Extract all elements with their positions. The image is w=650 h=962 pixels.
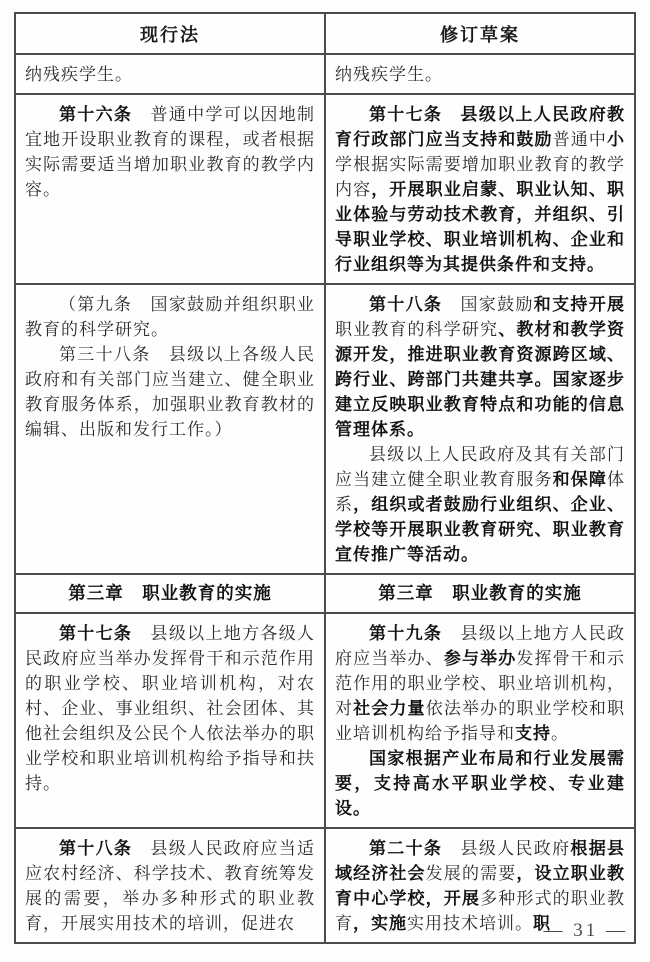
text-segment: 。 (515, 914, 533, 933)
text-segment: 职业教育的科学研究 (335, 320, 499, 339)
table-row (15, 94, 635, 284)
text-segment: 县级以上地方各级人民政府应当举办发挥骨干和示范作用的职业学校、职业培训机构，对农村、企业、事业组织、社会团体、其他社会组织及公民个人依法举办的职业学校和职业培训机构给予指导和扶持。 (25, 624, 316, 793)
table-row (15, 613, 635, 828)
text-segment: 纳残疾学生。 (335, 65, 443, 84)
text-segment-bold: 、教材和教学资源开发，推进职业教育资源跨区域、跨行业、跨部门共建共享。国家逐步建立反映职业教育特点和功能的信息管理体系。 (335, 320, 626, 439)
cell-current-law (15, 284, 325, 574)
paragraph (330, 581, 630, 606)
text-segment-bold: ，设立职业教育中心学校，开展 (335, 864, 626, 908)
text-segment-bold: 社会力量 (353, 699, 426, 718)
text-segment-bold: 第十九条 (369, 624, 443, 643)
text-segment: 普通中学可以因地制宜地开设职业教育的课程，或者根据实际需要适当增加职业教育的教学内容。 (25, 105, 316, 199)
text-segment: 多种形式的职业教育 (335, 889, 626, 933)
text-segment-bold: 第十八条 (59, 839, 133, 858)
cell-current-law (15, 828, 325, 943)
cell-revision-draft (325, 574, 635, 613)
table-row (15, 54, 635, 94)
paragraph (25, 621, 315, 796)
text-segment: 国家鼓励 (442, 295, 534, 314)
paragraph (335, 292, 625, 442)
text-segment-bold: 和支持开展 (533, 295, 626, 314)
text-segment-bold: 第三章 职业教育的实施 (68, 583, 272, 603)
cell-revision-draft (325, 94, 635, 284)
paragraph (335, 621, 625, 746)
paragraph (20, 581, 320, 606)
column-header-current-law: 现行法 (15, 13, 325, 54)
text-segment-bold: 第十七条 (59, 624, 133, 643)
text-segment: 县级人民政府 (442, 839, 571, 858)
column-header-revision-draft: 修订草案 (325, 13, 635, 54)
text-segment: 。 (551, 724, 569, 743)
cell-revision-draft (325, 613, 635, 828)
paragraph (335, 102, 625, 277)
text-segment: 县级以上地方人民政府应当举办、 (335, 624, 626, 668)
paragraph (25, 102, 315, 202)
text-segment: 第三十八条 县级以上各级人民政府和有关部门应当建立、健全职业教育服务体系，加强职业教育教材的编辑、出版和发行工作。） (25, 345, 315, 439)
cell-current-law (15, 574, 325, 613)
text-segment: （第九条 国家鼓励并组织职业教育的科学研究。 (25, 295, 315, 339)
paragraph (335, 442, 625, 567)
text-segment-bold: 第十七条 (369, 105, 443, 124)
cell-revision-draft (325, 284, 635, 574)
paragraph (25, 342, 315, 442)
cell-current-law (15, 613, 325, 828)
table-row (15, 828, 635, 943)
text-segment: 发展的需要 (425, 864, 517, 883)
text-segment-bold: ，开展职业启蒙、职业认知、职业体验与劳动技术教育，并组织、引导职业学校、职业培训机构、企业和行业组织等为其提供条件和支持。 (335, 180, 626, 274)
text-segment: 县级人民政府应当适应农村经济、科学技术、教育统筹发展的需要，举办多种形式的职业教育，开展实用技术的培训，促进农 (25, 839, 316, 933)
paragraph (335, 746, 625, 821)
table-body (15, 54, 635, 943)
text-segment: 县级以上人民政府及其有关部门应当建立健全职业教育服务 (335, 445, 625, 489)
text-segment-bold: 支持 (515, 724, 551, 743)
chapter-title-row (15, 574, 635, 613)
paragraph (335, 62, 625, 87)
text-segment-bold: 第三章 职业教育的实施 (378, 583, 582, 603)
text-segment-bold: 第十六条 (59, 105, 133, 124)
text-segment-bold: 第十八条 (369, 295, 443, 314)
cell-current-law (15, 54, 325, 94)
text-segment-bold: 职 (533, 914, 551, 933)
paragraph (25, 836, 315, 936)
table-row (15, 284, 635, 574)
text-segment-bold: 县级以上人民政府教育行政部门应当支持和鼓励 (335, 105, 626, 149)
text-segment-bold: 第二十条 (369, 839, 443, 858)
paragraph (25, 292, 315, 342)
text-segment: 发挥骨干和示范作用的职业学校、职业培训机构，对 (335, 649, 626, 718)
text-segment-bold: 和保障 (552, 470, 608, 489)
text-segment-bold: 根据县域经济社会 (335, 839, 626, 883)
text-segment-bold: 参与举办 (443, 649, 517, 668)
text-segment-bold: ，实施 (353, 914, 407, 933)
cell-current-law (15, 94, 325, 284)
text-segment: 依法举办的职业学校和职业培训机构给予指导和 (335, 699, 626, 743)
text-segment: 普通中 (552, 130, 608, 149)
text-segment-bold: 国家根据产业布局和行业发展需要，支持高水平职业学校、专业建设。 (335, 749, 625, 818)
cell-revision-draft (325, 54, 635, 94)
page-number: — 31 — (543, 920, 628, 941)
paragraph (25, 62, 315, 87)
table-header-row (15, 13, 635, 54)
text-segment: 实用技术培训 (407, 914, 515, 933)
text-segment: 体系 (335, 470, 626, 514)
text-segment: 纳残疾学生。 (25, 65, 133, 84)
text-segment-bold: 小 (607, 130, 626, 149)
text-segment: 学根据实际需要增加职业教育的教学内容 (335, 155, 625, 199)
law-comparison-table (14, 12, 636, 944)
text-segment-bold: ，组织或者鼓励行业组织、企业、学校等开展职业教育研究、职业教育宣传推广等活动。 (335, 495, 626, 564)
